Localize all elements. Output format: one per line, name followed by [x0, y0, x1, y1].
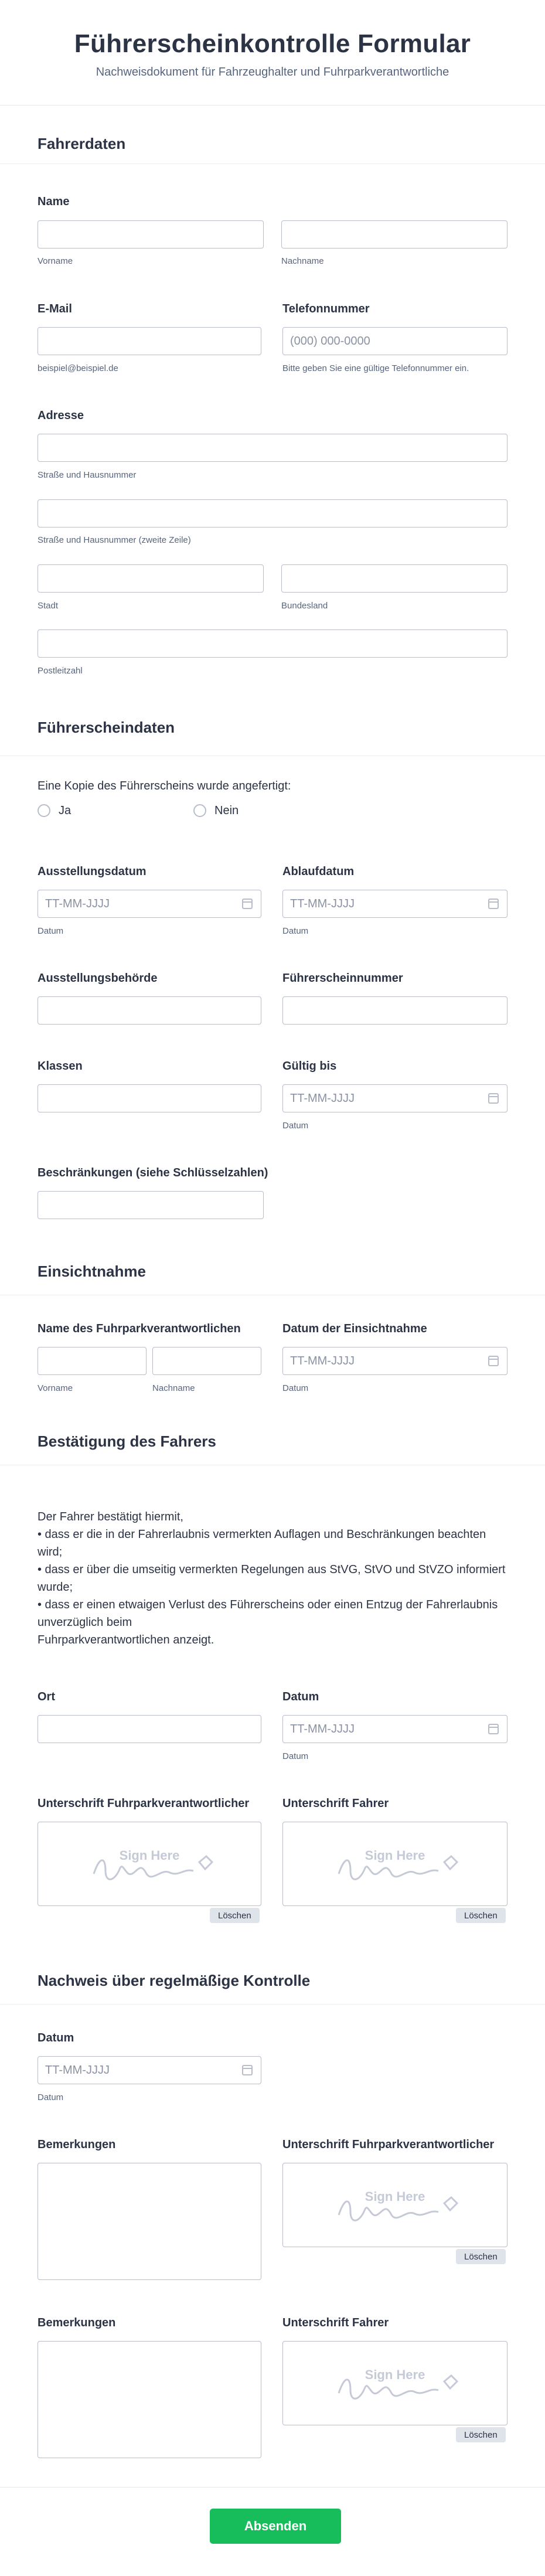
- manager-first-sublabel: Vorname: [38, 1383, 73, 1393]
- inspection-date-input[interactable]: [282, 1347, 507, 1375]
- inspection-date-hint: Datum: [282, 1383, 309, 1393]
- street2-input[interactable]: [38, 499, 507, 528]
- check-date-input[interactable]: [38, 2056, 261, 2084]
- manager-first-name-input[interactable]: [38, 1347, 147, 1375]
- date-placeholder: TT-MM-JJJJ: [290, 1722, 355, 1736]
- signature-pad-driver-2[interactable]: [282, 2341, 507, 2425]
- sign-here-placeholder: Sign Here: [365, 2189, 425, 2204]
- email-label: E-Mail: [38, 302, 72, 315]
- form-header: [0, 0, 545, 106]
- clear-signature-button[interactable]: Löschen: [210, 1908, 260, 1923]
- zip-sublabel: Postleitzahl: [38, 666, 83, 676]
- classes-label: Klassen: [38, 1060, 83, 1073]
- form-subtitle: Nachweisdokument für Fahrzeughalter und Fuhrparkverantwortliche: [96, 66, 449, 79]
- calendar-icon[interactable]: [488, 1356, 499, 1366]
- copy-yes-radio[interactable]: [38, 804, 50, 817]
- calendar-icon[interactable]: [242, 2065, 253, 2075]
- signature-scribble-icon: [336, 1850, 465, 1886]
- date-label: Datum: [282, 1690, 319, 1703]
- manager-name-label: Name des Fuhrparkverantwortlichen: [38, 1322, 241, 1335]
- clear-signature-button[interactable]: Löschen: [456, 2427, 506, 2442]
- sign-here-placeholder: Sign Here: [365, 2367, 425, 2382]
- section-fahrerdaten: [0, 106, 545, 164]
- classes-input[interactable]: [38, 1084, 261, 1112]
- section-fuehrerscheindaten: [0, 697, 545, 756]
- street2-sublabel: Straße und Hausnummer (zweite Zeile): [38, 535, 191, 545]
- section-nachweis: [0, 1946, 545, 2005]
- state-input[interactable]: [281, 564, 507, 593]
- calendar-icon[interactable]: [242, 899, 253, 909]
- section-bestaetigung: [0, 1407, 545, 1465]
- confirmation-line: wurde;: [38, 1581, 73, 1594]
- manager-last-sublabel: Nachname: [152, 1383, 195, 1393]
- signature-pad-manager-2[interactable]: [282, 2163, 507, 2247]
- signature-scribble-icon: [336, 2370, 465, 2405]
- section-title: Einsichtnahme: [38, 1263, 146, 1280]
- license-no-input[interactable]: [282, 996, 507, 1025]
- calendar-icon[interactable]: [488, 1724, 499, 1734]
- first-name-sublabel: Vorname: [38, 256, 73, 266]
- signature-scribble-icon: [336, 2192, 465, 2227]
- place-label: Ort: [38, 1690, 55, 1703]
- signature-pad-manager[interactable]: [38, 1822, 261, 1906]
- valid-until-input[interactable]: [282, 1084, 507, 1112]
- signature-pad-driver[interactable]: [282, 1822, 507, 1906]
- confirmation-line: wird;: [38, 1546, 63, 1558]
- clear-signature-button[interactable]: Löschen: [456, 2249, 506, 2264]
- authority-input[interactable]: [38, 996, 261, 1025]
- authority-label: Ausstellungsbehörde: [38, 972, 158, 985]
- confirmation-line: Fuhrparkverantwortlichen anzeigt.: [38, 1634, 214, 1646]
- phone-input[interactable]: [282, 327, 507, 355]
- sig-manager-label: Unterschrift Fuhrparkverantwortlicher: [38, 1797, 250, 1810]
- name-label: Name: [38, 195, 70, 208]
- issue-date-label: Ausstellungsdatum: [38, 865, 147, 878]
- confirmation-line: • dass er über die umseitig vermerkten Regelungen aus StVG, StVO und StVZO informiert: [38, 1563, 506, 1576]
- sig-driver2-label: Unterschrift Fahrer: [282, 2316, 389, 2329]
- submit-button[interactable]: Absenden: [210, 2509, 341, 2544]
- street1-input[interactable]: [38, 434, 507, 462]
- expiry-date-placeholder: TT-MM-JJJJ: [290, 897, 355, 910]
- city-sublabel: Stadt: [38, 601, 59, 611]
- phone-hint: Bitte geben Sie eine gültige Telefonnummer ein.: [282, 363, 469, 373]
- valid-until-label: Gültig bis: [282, 1060, 337, 1073]
- check-date-placeholder: TT-MM-JJJJ: [45, 2063, 110, 2077]
- calendar-icon[interactable]: [488, 899, 499, 909]
- restrictions-input[interactable]: [38, 1191, 264, 1219]
- place-input[interactable]: [38, 1715, 261, 1743]
- remarks1-textarea[interactable]: [38, 2163, 261, 2280]
- street1-sublabel: Straße und Hausnummer: [38, 470, 137, 480]
- confirmation-line: Der Fahrer bestätigt hiermit,: [38, 1510, 183, 1523]
- expiry-date-hint: Datum: [282, 926, 309, 936]
- confirmation-line: • dass er die in der Fahrerlaubnis vermerkten Auflagen und Beschränkungen beachten: [38, 1528, 486, 1541]
- issue-date-hint: Datum: [38, 926, 64, 936]
- issue-date-placeholder: TT-MM-JJJJ: [45, 897, 110, 910]
- copy-yes-label: Ja: [59, 804, 71, 817]
- remarks1-label: Bemerkungen: [38, 2138, 116, 2151]
- city-input[interactable]: [38, 564, 264, 593]
- last-name-input[interactable]: [281, 220, 507, 249]
- section-title: Nachweis über regelmäßige Kontrolle: [38, 1972, 311, 1989]
- email-hint: beispiel@beispiel.de: [38, 363, 118, 373]
- clear-signature-button[interactable]: Löschen: [456, 1908, 506, 1923]
- sig-driver-label: Unterschrift Fahrer: [282, 1797, 389, 1810]
- check-date-hint: Datum: [38, 2092, 64, 2102]
- section-title: Fahrerdaten: [38, 135, 126, 152]
- copy-no-radio[interactable]: [193, 804, 206, 817]
- manager-last-name-input[interactable]: [152, 1347, 261, 1375]
- copy-label: Eine Kopie des Führerscheins wurde angefertigt:: [38, 780, 291, 792]
- restrictions-label: Beschränkungen (siehe Schlüsselzahlen): [38, 1166, 268, 1179]
- section-title: Bestätigung des Fahrers: [38, 1432, 216, 1450]
- valid-until-hint: Datum: [282, 1121, 309, 1131]
- date-hint: Datum: [282, 1751, 309, 1761]
- confirmation-text: [38, 1508, 506, 1649]
- license-no-label: Führerscheinnummer: [282, 972, 403, 985]
- section-title: Führerscheindaten: [38, 719, 175, 736]
- inspection-date-label: Datum der Einsichtnahme: [282, 1322, 427, 1335]
- date-input[interactable]: [282, 1715, 507, 1743]
- sign-here-placeholder: Sign Here: [365, 1848, 425, 1863]
- phone-label: Telefonnummer: [282, 302, 370, 315]
- address-label: Adresse: [38, 409, 84, 422]
- remarks2-label: Bemerkungen: [38, 2316, 116, 2329]
- email-input[interactable]: [38, 327, 261, 355]
- zip-input[interactable]: [38, 629, 507, 658]
- first-name-input[interactable]: [38, 220, 264, 249]
- form-title: Führerscheinkontrolle Formular: [74, 29, 471, 58]
- remarks2-textarea[interactable]: [38, 2341, 261, 2458]
- sig-manager2-label: Unterschrift Fuhrparkverantwortlicher: [282, 2138, 495, 2151]
- signature-scribble-icon: [91, 1850, 220, 1886]
- expiry-date-input[interactable]: [282, 890, 507, 918]
- inspection-date-placeholder: TT-MM-JJJJ: [290, 1354, 355, 1367]
- sign-here-placeholder: Sign Here: [119, 1848, 180, 1863]
- valid-until-placeholder: TT-MM-JJJJ: [290, 1091, 355, 1105]
- last-name-sublabel: Nachname: [281, 256, 324, 266]
- calendar-icon[interactable]: [488, 1093, 499, 1104]
- section-einsichtnahme: [0, 1237, 545, 1295]
- confirmation-line: unverzüglich beim: [38, 1616, 132, 1629]
- check-date-label: Datum: [38, 2031, 74, 2044]
- state-sublabel: Bundesland: [281, 601, 328, 611]
- issue-date-input[interactable]: [38, 890, 261, 918]
- copy-no-label: Nein: [214, 804, 239, 817]
- confirmation-line: • dass er einen etwaigen Verlust des Führerscheins oder einen Entzug der Fahrerlaubnis: [38, 1598, 498, 1611]
- expiry-date-label: Ablaufdatum: [282, 865, 355, 878]
- phone-placeholder: (000) 000-0000: [290, 334, 370, 348]
